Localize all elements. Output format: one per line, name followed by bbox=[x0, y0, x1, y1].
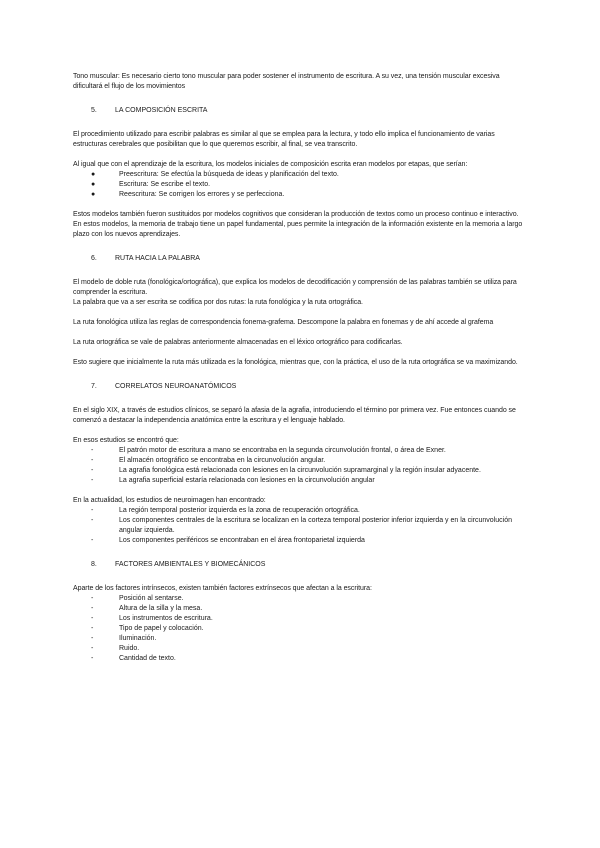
list-item: - Los componentes centrales de la escritura se localizan en la corteza temporal posterior inferior izquierda y en la circunvolución angular izquierda. bbox=[91, 517, 512, 534]
dash-marker: - bbox=[91, 477, 94, 484]
section-number: 7. bbox=[91, 383, 97, 390]
dash-list bbox=[73, 594, 528, 664]
paragraph: El modelo de doble ruta (fonológica/ortográfica), que explica los modelos de decodificación y comprensión de las palabras también se utiliza para comprender la escritura. bbox=[73, 279, 517, 296]
section-heading-6 bbox=[73, 254, 528, 264]
paragraph-tono-muscular: Tono muscular: Es necesario cierto tono muscular para poder sostener el instrumento de escritura. A su vez, una tensión muscular excesiva dificultará el flujo de los movimientos bbox=[73, 73, 500, 90]
list-item: - La agrafia fonológica está relacionada con lesiones en la circunvolución supramarginal y la región insular adyacente. bbox=[91, 467, 481, 474]
section-heading-7 bbox=[73, 382, 528, 392]
list-item: - El almacén ortográfico se encontraba en la circunvolución angular. bbox=[91, 457, 326, 464]
paragraph: En la actualidad, los estudios de neuroimagen han encontrado: bbox=[73, 497, 266, 504]
section-title: CORRELATOS NEUROANATÓMICOS bbox=[115, 383, 237, 390]
document-body bbox=[73, 72, 528, 664]
bullet-icon: ● bbox=[91, 171, 96, 178]
dash-marker: - bbox=[91, 467, 94, 474]
list-item: - Ruido. bbox=[91, 645, 140, 652]
section-title: LA COMPOSICIÓN ESCRITA bbox=[115, 107, 208, 114]
paragraph: En el siglo XIX, a través de estudios clínicos, se separó la afasia de la agrafia, introduciendo el término por primera vez. Fue entonces cuando se comenzó a destacar la independencia anatómica entre la escritura y el lenguaje hablado. bbox=[73, 407, 516, 424]
paragraph: En estos modelos, la memoria de trabajo tiene un papel fundamental, pues permite la integración de la información existente en la memoria a largo plazo con los nuevos aprendizajes. bbox=[73, 221, 523, 238]
section-title: RUTA HACIA LA PALABRA bbox=[115, 255, 200, 262]
list-item: - El patrón motor de escritura a mano se encontraba en la segunda circunvolución frontal, o área de Exner. bbox=[91, 447, 446, 454]
dash-marker: - bbox=[91, 457, 94, 464]
list-item: - Altura de la silla y la mesa. bbox=[91, 605, 203, 612]
section-title: FACTORES AMBIENTALES Y BIOMECÁNICOS bbox=[115, 561, 266, 568]
section-heading-8 bbox=[73, 560, 528, 570]
dash-marker: - bbox=[91, 615, 94, 622]
dash-marker: - bbox=[91, 635, 94, 642]
dash-marker: - bbox=[91, 537, 94, 544]
section-number: 8. bbox=[91, 561, 97, 568]
section-heading-5 bbox=[73, 106, 528, 116]
paragraph: Esto sugiere que inicialmente la ruta más utilizada es la fonológica, mientras que, con la práctica, el uso de la ruta ortográfica se va maximizando. bbox=[73, 359, 518, 366]
list-item: - La región temporal posterior izquierda es la zona de recuperación ortográfica. bbox=[91, 507, 360, 514]
list-item: - Iluminación. bbox=[91, 635, 157, 642]
paragraph: En esos estudios se encontró que: bbox=[73, 437, 179, 444]
paragraph: Aparte de los factores intrínsecos, existen también factores extrínsecos que afectan a la escritura: bbox=[73, 585, 372, 592]
bullet-icon: ● bbox=[91, 181, 96, 188]
dash-marker: - bbox=[91, 625, 94, 632]
dash-marker: - bbox=[91, 605, 94, 612]
paragraph: El procedimiento utilizado para escribir palabras es similar al que se emplea para la lectura, y todo ello implica el funcionamiento de varias estructuras cerebrales que posibilitan que lo que queremos escribir, al final, se vea transcrito. bbox=[73, 131, 495, 148]
list-item: - Posición al sentarse. bbox=[91, 595, 184, 602]
paragraph: La ruta fonológica utiliza las reglas de correspondencia fonema-grafema. Descompone la palabra en fonemas y de ahí accede al grafema bbox=[73, 319, 494, 326]
list-item: - Los componentes periféricos se encontraban en el área frontoparietal izquierda bbox=[91, 537, 365, 544]
list-item: - Tipo de papel y colocación. bbox=[91, 625, 204, 632]
list-item: - La agrafia superficial estaría relacionada con lesiones en la circunvolución angular bbox=[91, 477, 375, 484]
paragraph: La ruta ortográfica se vale de palabras anteriormente almacenadas en el léxico ortográfico para codificarlas. bbox=[73, 339, 403, 346]
section-number: 5. bbox=[91, 107, 97, 114]
dash-list bbox=[73, 446, 528, 486]
dash-marker: - bbox=[91, 595, 94, 602]
section-number: 6. bbox=[91, 255, 97, 262]
list-item: ● Reescritura: Se corrigen los errores y se perfecciona. bbox=[91, 191, 285, 198]
list-item: - Cantidad de texto. bbox=[91, 655, 176, 662]
dash-list bbox=[73, 506, 528, 546]
bullet-list bbox=[73, 170, 528, 200]
dash-marker: - bbox=[91, 517, 94, 524]
list-item: - Los instrumentos de escritura. bbox=[91, 615, 213, 622]
dash-marker: - bbox=[91, 655, 94, 662]
dash-marker: - bbox=[91, 645, 94, 652]
dash-marker: - bbox=[91, 507, 94, 514]
bullet-icon: ● bbox=[91, 191, 96, 198]
paragraph: Al igual que con el aprendizaje de la escritura, los modelos iniciales de composición escrita eran modelos por etapas, que serían: bbox=[73, 161, 468, 168]
dash-marker: - bbox=[91, 447, 94, 454]
list-item: ● Preescritura: Se efectúa la búsqueda de ideas y planificación del texto. bbox=[91, 171, 339, 178]
paragraph: La palabra que va a ser escrita se codifica por dos rutas: la ruta fonológica y la ruta ortográfica. bbox=[73, 299, 363, 306]
paragraph: Estos modelos también fueron sustituidos por modelos cognitivos que consideran la producción de textos como un proceso continuo e interactivo. bbox=[73, 211, 519, 218]
list-item: ● Escritura: Se escribe el texto. bbox=[91, 181, 211, 188]
